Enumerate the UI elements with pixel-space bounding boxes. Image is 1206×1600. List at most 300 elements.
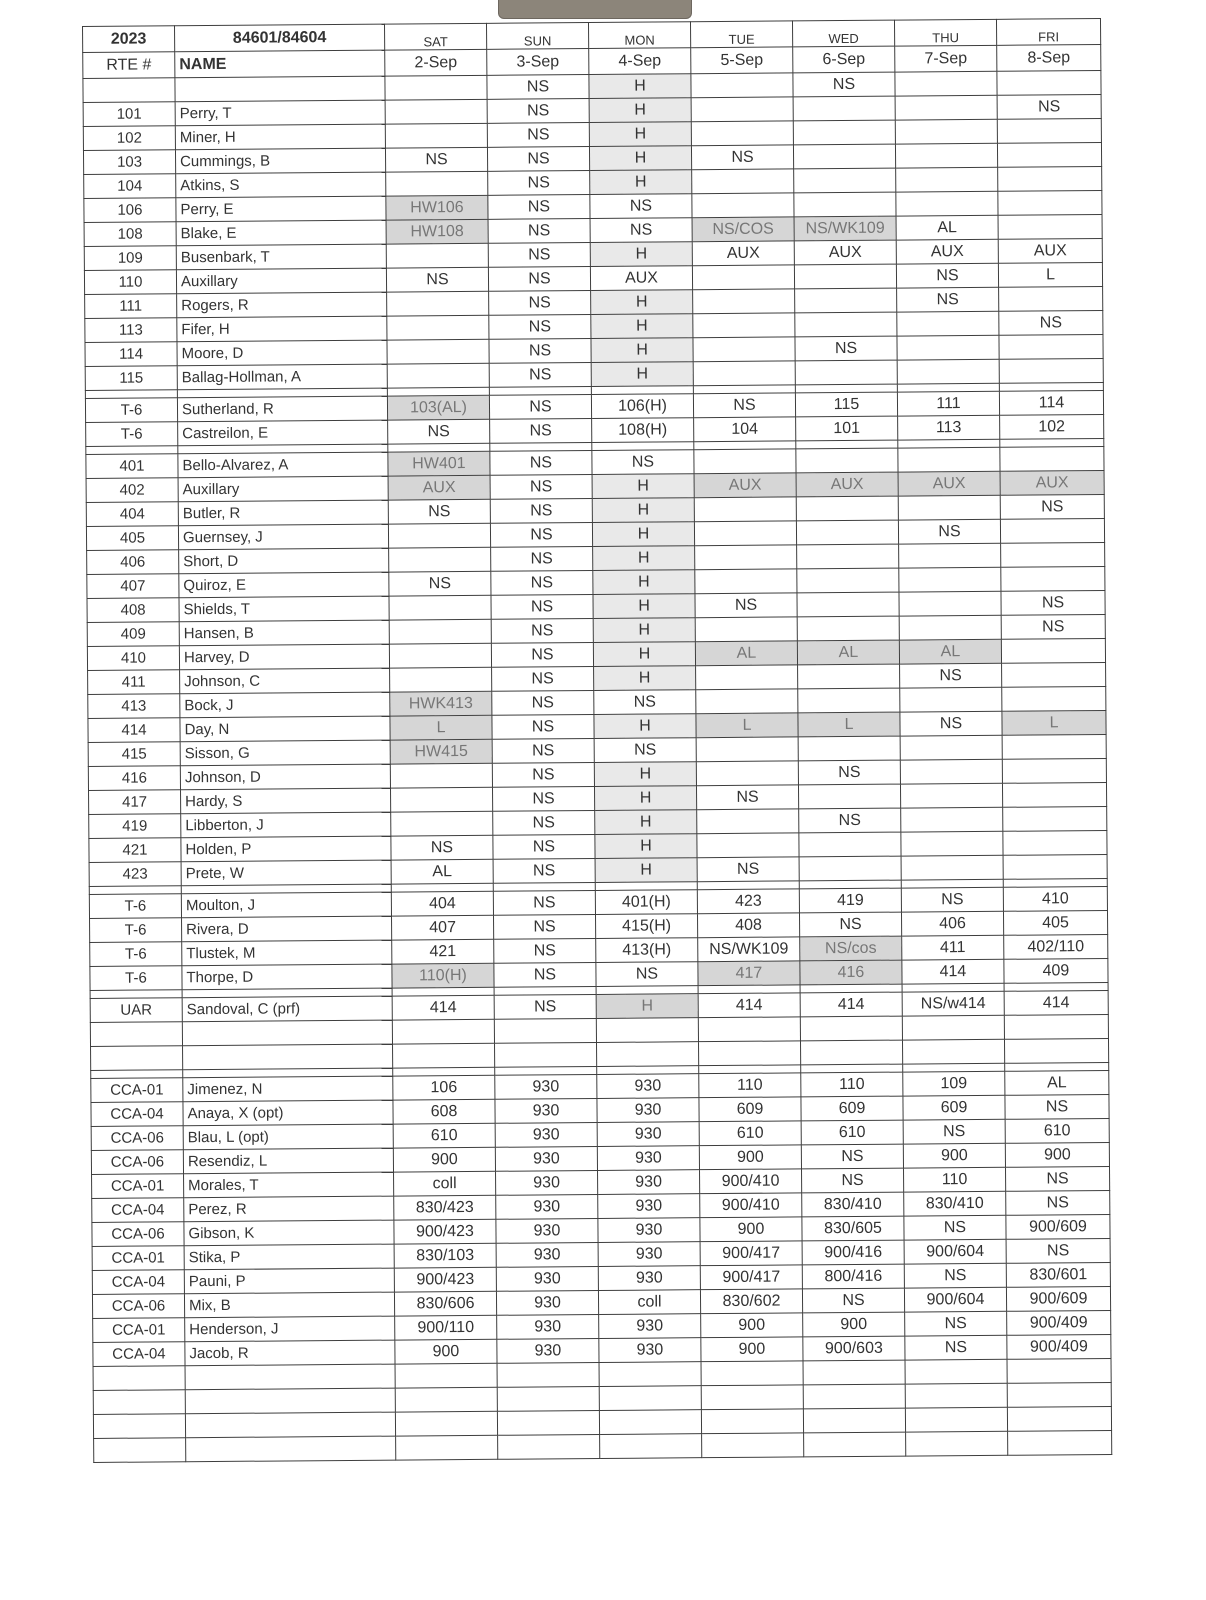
route-number: 106 — [84, 198, 176, 223]
schedule-cell: 830/103 — [394, 1243, 496, 1268]
blank-row-cell — [392, 1019, 494, 1044]
route-number: 111 — [85, 294, 177, 319]
blank-row-cell — [596, 1018, 698, 1043]
schedule-cell: H — [590, 242, 692, 267]
day-header-wed: WED — [792, 20, 894, 47]
schedule-cell: coll — [394, 1171, 496, 1196]
carrier-name: Pauni, P — [184, 1268, 394, 1294]
schedule-cell — [693, 361, 795, 386]
schedule-cell: AL — [899, 639, 1001, 664]
schedule-cell: 610 — [699, 1121, 801, 1146]
schedule-cell: H — [591, 362, 693, 387]
carrier-name: Castreilon, E — [178, 420, 388, 446]
schedule-cell: 900/410 — [700, 1169, 802, 1194]
schedule-cell — [900, 759, 1002, 784]
schedule-cell: 416 — [800, 960, 902, 985]
schedule-cell: H — [594, 714, 696, 739]
schedule-cell: 930 — [497, 1314, 599, 1339]
blank-row-cell — [497, 1386, 599, 1411]
schedule-cell: HW415 — [390, 739, 492, 764]
schedule-cell: NS — [1000, 494, 1104, 519]
schedule-cell: NS — [490, 451, 592, 476]
schedule-cell — [998, 190, 1102, 215]
schedule-cell: 930 — [496, 1266, 598, 1291]
schedule-cell: 115 — [795, 392, 897, 417]
carrier-name: Atkins, S — [176, 172, 386, 198]
carrier-name: Henderson, J — [185, 1316, 395, 1342]
blank-row-cell — [94, 1438, 186, 1463]
route-number: T-6 — [85, 398, 177, 423]
schedule-cell: 830/410 — [904, 1191, 1006, 1216]
schedule-cell: NS — [491, 619, 593, 644]
schedule-cell: NS — [388, 499, 490, 524]
schedule-cell: NS — [491, 571, 593, 596]
schedule-cell: 900 — [700, 1217, 802, 1242]
name-column-header: NAME — [175, 50, 385, 78]
blank-row-cell — [804, 1432, 906, 1457]
schedule-cell: 930 — [598, 1242, 700, 1267]
schedule-cell: 102 — [1000, 414, 1104, 439]
schedule-cell: 930 — [597, 1074, 699, 1099]
route-number: T-6 — [89, 894, 181, 919]
route-number: CCA-06 — [91, 1126, 183, 1151]
schedule-cell: 414 — [800, 992, 902, 1017]
schedule-cell: NS — [798, 760, 900, 785]
carrier-name: Jimenez, N — [183, 1076, 393, 1102]
schedule-cell: HWK413 — [390, 691, 492, 716]
zone-label: 84601/84604 — [175, 24, 385, 52]
schedule-cell — [899, 591, 1001, 616]
blank-row-cell — [803, 1384, 905, 1409]
schedule-cell: NS — [1001, 590, 1105, 615]
schedule-cell: 900/409 — [1007, 1334, 1111, 1359]
carrier-name: Tlustek, M — [182, 940, 392, 966]
schedule-cell: NS — [1006, 1238, 1110, 1263]
schedule-cell — [387, 315, 489, 340]
date-header-fri: 8-Sep — [997, 44, 1101, 71]
schedule-cell: NS — [489, 291, 591, 316]
route-number: UAR — [90, 998, 182, 1023]
blank-row-cell — [803, 1360, 905, 1385]
schedule-cell: 106 — [393, 1075, 495, 1100]
schedule-cell: AL — [896, 215, 998, 240]
carrier-name: Ballag-Hollman, A — [177, 364, 387, 390]
schedule-cell: 414 — [698, 993, 800, 1018]
carrier-name: Bello-Alvarez, A — [178, 452, 388, 478]
schedule-cell: NS — [494, 938, 596, 963]
schedule-cell — [794, 168, 896, 193]
schedule-cell: 421 — [392, 939, 494, 964]
route-number: CCA-04 — [92, 1270, 184, 1295]
schedule-cell: 900/609 — [1006, 1286, 1110, 1311]
carrier-name: Jacob, R — [185, 1340, 395, 1366]
schedule-cell: 111 — [897, 391, 999, 416]
schedule-cell: NS — [388, 419, 490, 444]
schedule-cell: NS — [488, 243, 590, 268]
schedule-cell: AUX — [692, 241, 794, 266]
clipboard-clip — [498, 0, 692, 19]
carrier-name: Quiroz, E — [179, 572, 389, 598]
schedule-cell: NS — [490, 419, 592, 444]
route-number: T-6 — [86, 422, 178, 447]
schedule-cell: NS — [492, 762, 594, 787]
schedule-cell: H — [593, 618, 695, 643]
schedule-cell: NS — [491, 643, 593, 668]
schedule-cell: 411 — [902, 935, 1004, 960]
schedule-cell — [386, 243, 488, 268]
schedule-cell: AL — [797, 640, 899, 665]
schedule-cell: NS — [1006, 1190, 1110, 1215]
schedule-cell — [1002, 734, 1106, 759]
schedule-cell: NS — [487, 99, 589, 124]
schedule-cell: 900/410 — [700, 1193, 802, 1218]
schedule-cell: H — [589, 98, 691, 123]
route-number: 401 — [86, 454, 178, 479]
route-number: 409 — [87, 622, 179, 647]
schedule-cell: 900/604 — [904, 1239, 1006, 1264]
carrier-name: Moore, D — [177, 340, 387, 366]
schedule-cell: 900 — [393, 1147, 495, 1172]
schedule-cell: L — [998, 262, 1102, 287]
route-number: 108 — [84, 222, 176, 247]
schedule-cell: NS — [488, 267, 590, 292]
schedule-cell — [900, 783, 1002, 808]
schedule-cell — [896, 167, 998, 192]
schedule-cell: 900/416 — [802, 1240, 904, 1265]
schedule-cell: 414 — [1004, 990, 1108, 1015]
schedule-cell — [999, 358, 1103, 383]
blank-row-cell — [1007, 1382, 1111, 1407]
blank-row-cell — [396, 1435, 498, 1460]
carrier-name: Miner, H — [175, 124, 385, 150]
schedule-cell: 830/423 — [394, 1195, 496, 1220]
schedule-cell — [691, 97, 793, 122]
route-number: CCA-06 — [92, 1222, 184, 1247]
schedule-cell: NS — [389, 571, 491, 596]
schedule-cell: NS — [695, 593, 797, 618]
route-number: 419 — [89, 814, 181, 839]
schedule-cell — [390, 667, 492, 692]
schedule-cell — [798, 784, 900, 809]
blank-row-cell — [93, 1390, 185, 1415]
carrier-name: Prete, W — [181, 860, 391, 886]
schedule-cell — [387, 291, 489, 316]
schedule-cell — [691, 121, 793, 146]
route-number: CCA-01 — [93, 1318, 185, 1343]
schedule-cell: NS — [900, 663, 1002, 688]
route-number: T-6 — [90, 966, 182, 991]
schedule-cell: HW108 — [386, 219, 488, 244]
schedule-cell: H — [595, 810, 697, 835]
schedule-cell: 402/110 — [1004, 934, 1108, 959]
route-number: CCA-04 — [91, 1102, 183, 1127]
schedule-cell: 609 — [699, 1097, 801, 1122]
route-number: 423 — [89, 862, 181, 887]
year-label: 2023 — [83, 26, 175, 53]
schedule-cell: coll — [598, 1290, 700, 1315]
schedule-cell: 608 — [393, 1099, 495, 1124]
route-number: T-6 — [90, 918, 182, 943]
schedule-cell: NS — [596, 962, 698, 987]
carrier-name: Sutherland, R — [177, 396, 387, 422]
schedule-cell — [897, 359, 999, 384]
schedule-cell: H — [593, 642, 695, 667]
schedule-cell — [385, 123, 487, 148]
blank-row-cell — [599, 1410, 701, 1435]
schedule-cell: 108(H) — [592, 418, 694, 443]
schedule-cell: AUX — [590, 266, 692, 291]
blank-row-cell — [596, 1042, 698, 1067]
schedule-cell: 900 — [903, 1143, 1005, 1168]
schedule-cell — [387, 339, 489, 364]
schedule-cell: 900/409 — [1007, 1310, 1111, 1335]
blank-row-cell — [905, 1383, 1007, 1408]
schedule-cell — [692, 265, 794, 290]
schedule-cell: NS — [590, 194, 692, 219]
schedule-cell — [794, 192, 896, 217]
route-number: CCA-04 — [92, 1198, 184, 1223]
blank-row-cell — [905, 1407, 1007, 1432]
schedule-cell: NS — [904, 1215, 1006, 1240]
blank-row-cell — [93, 1414, 185, 1439]
schedule-cell — [691, 73, 793, 98]
schedule-cell — [795, 312, 897, 337]
schedule-cell: 104 — [694, 417, 796, 442]
blank-row-cell — [599, 1362, 701, 1387]
schedule-cell: 830/605 — [802, 1216, 904, 1241]
schedule-cell — [390, 763, 492, 788]
schedule-cell — [385, 99, 487, 124]
schedule-cell: 830/606 — [394, 1291, 496, 1316]
route-number: 415 — [88, 742, 180, 767]
schedule-cell — [798, 688, 900, 713]
schedule-cell: 930 — [599, 1314, 701, 1339]
schedule-cell: L — [696, 713, 798, 738]
route-number: CCA-06 — [91, 1150, 183, 1175]
carrier-name: Blau, L (opt) — [183, 1124, 393, 1150]
blank-row-cell — [91, 1046, 183, 1071]
blank-row-cell — [1007, 1358, 1111, 1383]
schedule-cell: 930 — [496, 1170, 598, 1195]
schedule-cell: NS — [487, 123, 589, 148]
schedule-cell: L — [390, 715, 492, 740]
route-number: 404 — [86, 502, 178, 527]
schedule-cell: NS — [900, 711, 1002, 736]
schedule-cell: 930 — [598, 1194, 700, 1219]
schedule-cell — [1002, 686, 1106, 711]
route-number: 114 — [85, 342, 177, 367]
schedule-cell: NS — [1005, 1166, 1109, 1191]
schedule-cell — [694, 497, 796, 522]
route-number: 407 — [87, 574, 179, 599]
schedule-cell: H — [594, 762, 696, 787]
schedule-cell — [1003, 806, 1107, 831]
blank-row-cell — [185, 1388, 395, 1414]
route-number: 101 — [83, 102, 175, 127]
blank-row-cell — [902, 1015, 1004, 1040]
carrier-name: Butler, R — [178, 500, 388, 526]
schedule-cell: 417 — [698, 961, 800, 986]
schedule-cell: 413(H) — [596, 938, 698, 963]
schedule-cell: NS — [492, 786, 594, 811]
schedule-cell — [697, 809, 799, 834]
route-number: 416 — [88, 766, 180, 791]
schedule-cell: NS — [801, 1168, 903, 1193]
day-header-fri: FRI — [996, 19, 1100, 46]
schedule-cell — [797, 616, 899, 641]
schedule-cell: NS/WK109 — [698, 937, 800, 962]
schedule-cell: NS — [896, 263, 998, 288]
schedule-cell — [386, 171, 488, 196]
schedule-cell: 101 — [796, 416, 898, 441]
schedule-cell — [1001, 566, 1105, 591]
schedule-cell: NS/WK109 — [794, 216, 896, 241]
day-header-thu: THU — [894, 19, 996, 46]
blank-row-cell — [701, 1385, 803, 1410]
blank-row-cell — [495, 1042, 597, 1067]
carrier-name: Bock, J — [180, 692, 390, 718]
schedule-cell — [695, 617, 797, 642]
schedule-cell — [901, 831, 1003, 856]
schedule-cell — [696, 761, 798, 786]
schedule-cell — [899, 543, 1001, 568]
schedule-cell: 110 — [903, 1167, 1005, 1192]
carrier-name: Harvey, D — [179, 644, 389, 670]
schedule-cell — [901, 807, 1003, 832]
schedule-cell: NS — [904, 1263, 1006, 1288]
carrier-name: Moulton, J — [181, 892, 391, 918]
schedule-cell: 930 — [597, 1146, 699, 1171]
schedule-cell — [696, 689, 798, 714]
schedule-cell: 405 — [1003, 910, 1107, 935]
schedule-cell — [895, 143, 997, 168]
schedule-cell: H — [595, 834, 697, 859]
schedule-cell — [793, 144, 895, 169]
route-number: CCA-04 — [93, 1342, 185, 1367]
blank-row-cell — [1007, 1406, 1111, 1431]
route-number: 113 — [85, 318, 177, 343]
schedule-cell — [899, 615, 1001, 640]
schedule-cell: 900 — [701, 1313, 803, 1338]
schedule-cell — [389, 547, 491, 572]
schedule-cell: 110(H) — [392, 963, 494, 988]
schedule-cell — [1000, 518, 1104, 543]
blank-row-cell — [698, 1017, 800, 1042]
schedule-cell: NS — [489, 339, 591, 364]
schedule-cell: NS — [1001, 614, 1105, 639]
schedule-cell — [998, 214, 1102, 239]
schedule-cell: H — [589, 122, 691, 147]
carrier-name: Johnson, C — [180, 668, 390, 694]
route-number — [83, 78, 175, 103]
schedule-cell: NS — [490, 475, 592, 500]
schedule-cell: NS — [491, 595, 593, 620]
schedule-cell: NS — [999, 310, 1103, 335]
route-number: 110 — [84, 270, 176, 295]
schedule-cell: NS — [494, 962, 596, 987]
schedule-cell — [692, 193, 794, 218]
route-number: 413 — [88, 694, 180, 719]
schedule-cell: NS — [1005, 1094, 1109, 1119]
schedule-cell — [1001, 638, 1105, 663]
schedule-cell: L — [798, 712, 900, 737]
blank-row-cell — [497, 1362, 599, 1387]
schedule-cell: NS — [494, 994, 596, 1019]
schedule-cell: NS — [487, 75, 589, 100]
schedule-cell: H — [596, 994, 698, 1019]
carrier-name: Blake, E — [176, 220, 386, 246]
schedule-cell — [895, 119, 997, 144]
schedule-cell: NS — [488, 219, 590, 244]
schedule-cell: 930 — [598, 1266, 700, 1291]
schedule-cell: 930 — [597, 1098, 699, 1123]
schedule-cell: H — [591, 290, 693, 315]
schedule-cell — [389, 643, 491, 668]
schedule-cell: 114 — [999, 390, 1103, 415]
schedule-cell: NS — [492, 738, 594, 763]
schedule-cell — [897, 335, 999, 360]
schedule-cell — [795, 360, 897, 385]
carrier-name: Rogers, R — [177, 292, 387, 318]
schedule-cell — [895, 95, 997, 120]
schedule-cell — [696, 665, 798, 690]
schedule-cell — [798, 664, 900, 689]
date-header-tue: 5-Sep — [691, 47, 793, 74]
route-number: 402 — [86, 478, 178, 503]
schedule-cell: NS — [898, 519, 1000, 544]
schedule-cell: NS — [693, 393, 795, 418]
blank-row-cell — [902, 1039, 1004, 1064]
schedule-cell: AUX — [1000, 470, 1104, 495]
schedule-cell — [1003, 830, 1107, 855]
carrier-name: Stika, P — [184, 1244, 394, 1270]
schedule-cell — [900, 687, 1002, 712]
schedule-cell — [900, 735, 1002, 760]
schedule-cell: 930 — [496, 1194, 598, 1219]
rte-column-header: RTE # — [83, 52, 175, 79]
schedule-cell — [391, 811, 493, 836]
schedule-cell: HW106 — [386, 195, 488, 220]
route-number: 406 — [87, 550, 179, 575]
schedule-cell: 930 — [497, 1338, 599, 1363]
schedule-cell: H — [595, 858, 697, 883]
date-header-thu: 7-Sep — [895, 45, 997, 72]
schedule-cell: 610 — [801, 1120, 903, 1145]
route-number: 405 — [86, 526, 178, 551]
schedule-cell: NS — [488, 195, 590, 220]
schedule-cell: H — [594, 786, 696, 811]
schedule-cell: AUX — [694, 473, 796, 498]
schedule-cell: 423 — [697, 889, 799, 914]
schedule-cell: NS — [594, 738, 696, 763]
schedule-cell: 414 — [902, 959, 1004, 984]
carrier-name: Perry, T — [175, 100, 385, 126]
schedule-cell — [696, 737, 798, 762]
schedule-cell: H — [594, 666, 696, 691]
schedule-cell: NS — [492, 715, 594, 740]
schedule-cell: NS — [490, 499, 592, 524]
schedule-cell: 830/602 — [700, 1289, 802, 1314]
schedule-cell — [1000, 446, 1104, 471]
carrier-name: Anaya, X (opt) — [183, 1100, 393, 1126]
carrier-name: Sandoval, C (prf) — [182, 996, 392, 1022]
schedule-cell: H — [589, 146, 691, 171]
schedule-cell: 113 — [898, 415, 1000, 440]
schedule-cell — [385, 75, 487, 100]
blank-row-cell — [185, 1364, 395, 1390]
schedule-cell: NS — [799, 808, 901, 833]
schedule-cell: NS — [489, 315, 591, 340]
